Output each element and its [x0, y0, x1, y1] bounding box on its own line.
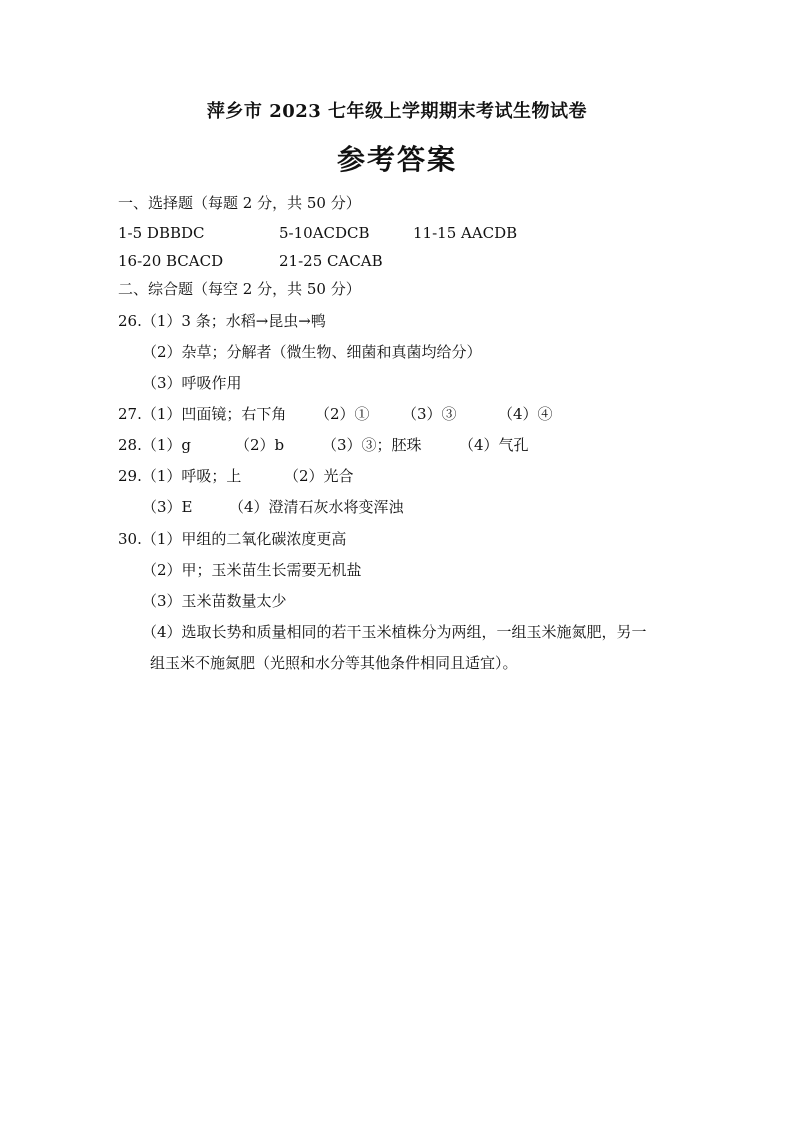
q27-part3: （3）③ — [402, 405, 457, 423]
q27-part4: （4）④ — [498, 405, 553, 423]
q29-part4: （4）澄清石灰水将变浑浊 — [229, 498, 404, 516]
document-title: 萍乡市 2023 七年级上学期期末考试生物试卷 — [206, 101, 588, 122]
q30-part2: （2）甲；玉米苗生长需要无机盐 — [142, 561, 362, 579]
q29-part1: 29.（1）呼吸；上 — [118, 467, 242, 485]
q27-part2: （2）① — [315, 405, 370, 423]
q26-part1: 26.（1）3 条；水稻→昆虫→鸭 — [118, 312, 326, 330]
q30-part1: 30.（1）甲组的二氧化碳浓度更高 — [118, 530, 347, 548]
q30-part4-line2: 组玉米不施氮肥（光照和水分等其他条件相同且适宜）。 — [150, 654, 518, 672]
q29-part3: （3）E — [142, 498, 193, 516]
q30-part3: （3）玉米苗数量太少 — [142, 592, 287, 610]
q30-part4-line1: （4）选取长势和质量相同的若干玉米植株分为两组，一组玉米施氮肥，另一 — [142, 623, 647, 641]
q28-part4: （4）气孔 — [459, 436, 529, 454]
section1-heading: 一、选择题（每题 2 分，共 50 分） — [118, 194, 361, 212]
mc-answer-16-20: 16-20 BCACD — [118, 252, 224, 270]
mc-answer-11-15: 11-15 AACDB — [413, 224, 518, 242]
q28-part1: 28.（1）g — [118, 436, 192, 454]
mc-answer-1-5: 1-5 DBBDC — [118, 224, 205, 242]
document-subtitle: 参考答案 — [336, 143, 457, 176]
q28-part2: （2）b — [235, 436, 285, 454]
q29-part2: （2）光合 — [284, 467, 354, 485]
q26-part2: （2）杂草；分解者（微生物、细菌和真菌均给分） — [142, 343, 482, 361]
q28-part3: （3）③；胚珠 — [322, 436, 422, 454]
mc-answer-6-10: 5-10ACDCB — [279, 224, 370, 242]
section2-heading: 二、综合题（每空 2 分，共 50 分） — [118, 280, 361, 298]
mc-answer-21-25: 21-25 CACAB — [279, 252, 383, 270]
q27-part1: 27.（1）凹面镜；右下角 — [118, 405, 287, 423]
q26-part3: （3）呼吸作用 — [142, 374, 242, 392]
